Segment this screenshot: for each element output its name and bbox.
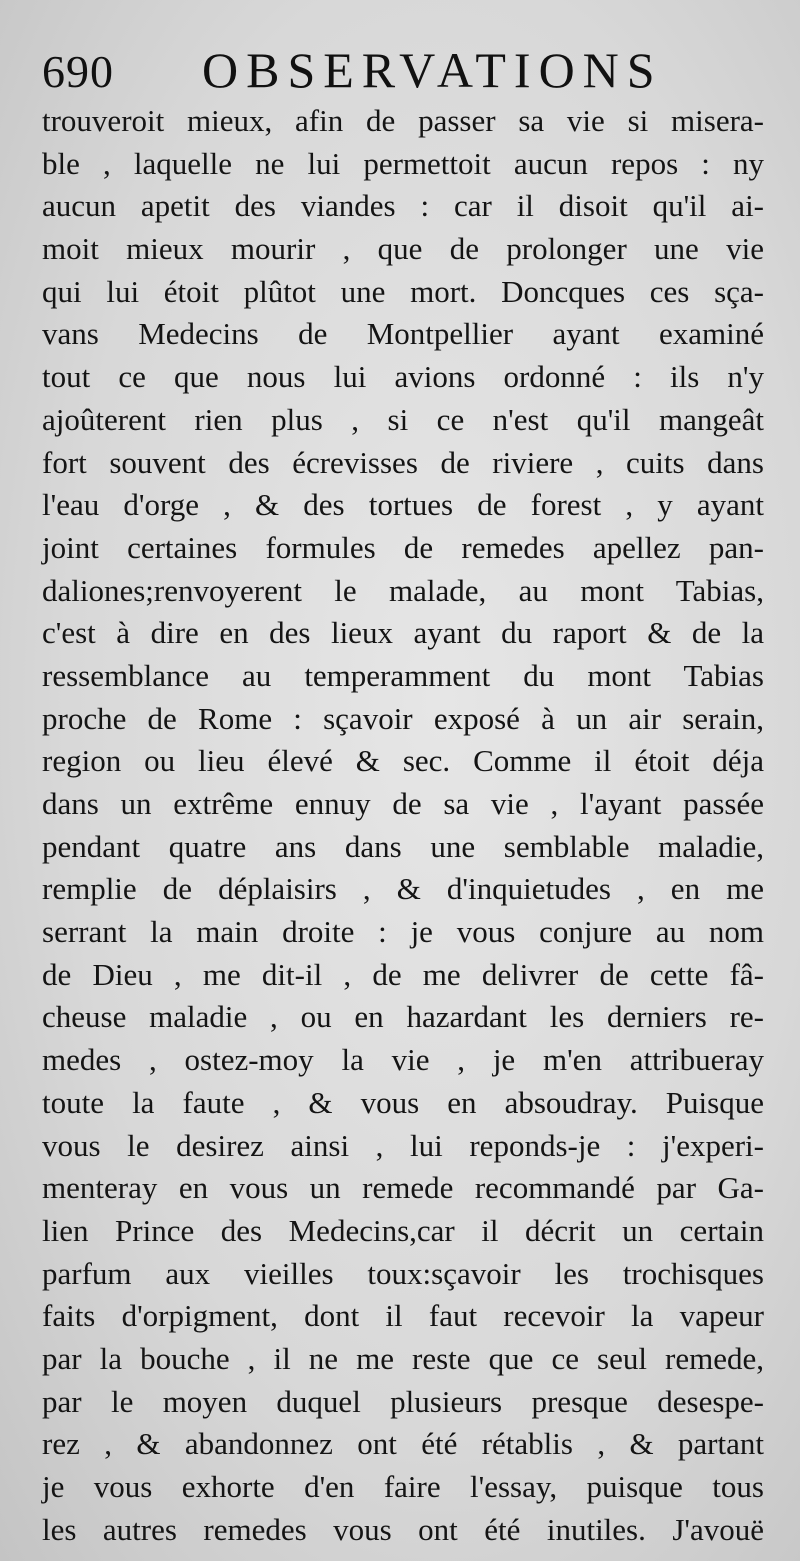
text-line: toute la faute , & vous en absoudray. Puisque xyxy=(42,1084,764,1120)
text-line: trouveroit mieux, afin de passer sa vie si misera- xyxy=(42,103,764,138)
page-number: 690 xyxy=(42,46,114,97)
text-line: remplie de déplaisirs , & d'inquietudes , en me xyxy=(42,871,764,907)
text-line: faits d'orpigment, dont il faut recevoir la vapeur xyxy=(42,1298,764,1334)
text-line: tout ce que nous lui avions ordonné : ils n'y xyxy=(42,359,764,395)
text-line: de Dieu , me dit-il , de me delivrer de cette fâ- xyxy=(42,956,764,992)
running-title: OBSERVATIONS xyxy=(202,42,663,98)
text-line: c'est à dire en des lieux ayant du raport & de la xyxy=(42,615,764,651)
text-line: ble , laquelle ne lui permettoit aucun repos : ny xyxy=(42,145,764,181)
body-text xyxy=(42,100,764,1551)
text-line: medes , ostez-moy la vie , je m'en attribueray xyxy=(42,1042,764,1078)
text-line: parfum aux vieilles toux:sçavoir les trochisques xyxy=(42,1255,764,1291)
text-line: les autres remedes vous ont été inutiles. J'avouë xyxy=(42,1511,764,1547)
text-line: je vous exhorte d'en faire l'essay, puisque tous xyxy=(42,1469,764,1504)
text-line: par la bouche , il ne me reste que ce seul remede, xyxy=(42,1340,764,1376)
text-line: lien Prince des Medecins,car il décrit un certain xyxy=(42,1212,764,1248)
text-line: par le moyen duquel plusieurs presque desespe- xyxy=(42,1383,764,1419)
text-line: fort souvent des écrevisses de riviere , cuits dans xyxy=(42,444,764,480)
text-line: moit mieux mourir , que de prolonger une vie xyxy=(42,231,764,267)
text-line: region ou lieu élevé & sec. Comme il étoit déja xyxy=(42,743,764,779)
text-line: proche de Rome : sçavoir exposé à un air serain, xyxy=(42,700,764,736)
text-line: ajoûterent rien plus , si ce n'est qu'il mangeât xyxy=(42,401,764,437)
page-header xyxy=(42,40,782,100)
text-line: joint certaines formules de remedes apellez pan- xyxy=(42,529,764,565)
text-line: ressemblance au temperamment du mont Tabias xyxy=(42,657,764,693)
text-line: vous le desirez ainsi , lui reponds-je : j'experi- xyxy=(42,1127,764,1163)
text-line: pendant quatre ans dans une semblable maladie, xyxy=(42,828,764,864)
text-line: serrant la main droite : je vous conjure au nom xyxy=(42,914,764,950)
text-line: qui lui étoit plûtot une mort. Doncques ces sça- xyxy=(42,273,764,309)
text-line: l'eau d'orge , & des tortues de forest , y ayant xyxy=(42,487,764,523)
text-line: aucun apetit des viandes : car il disoit qu'il ai- xyxy=(42,188,764,224)
text-line: menteray en vous un remede recommandé par Ga- xyxy=(42,1170,764,1206)
text-line: rez , & abandonnez ont été rétablis , & partant xyxy=(42,1426,764,1462)
text-line: vans Medecins de Montpellier ayant examiné xyxy=(42,316,764,352)
text-line: daliones;renvoyerent le malade, au mont Tabias, xyxy=(42,572,764,608)
text-line: cheuse maladie , ou en hazardant les derniers re- xyxy=(42,999,764,1035)
text-line: dans un extrême ennuy de sa vie , l'ayant passée xyxy=(42,786,764,821)
